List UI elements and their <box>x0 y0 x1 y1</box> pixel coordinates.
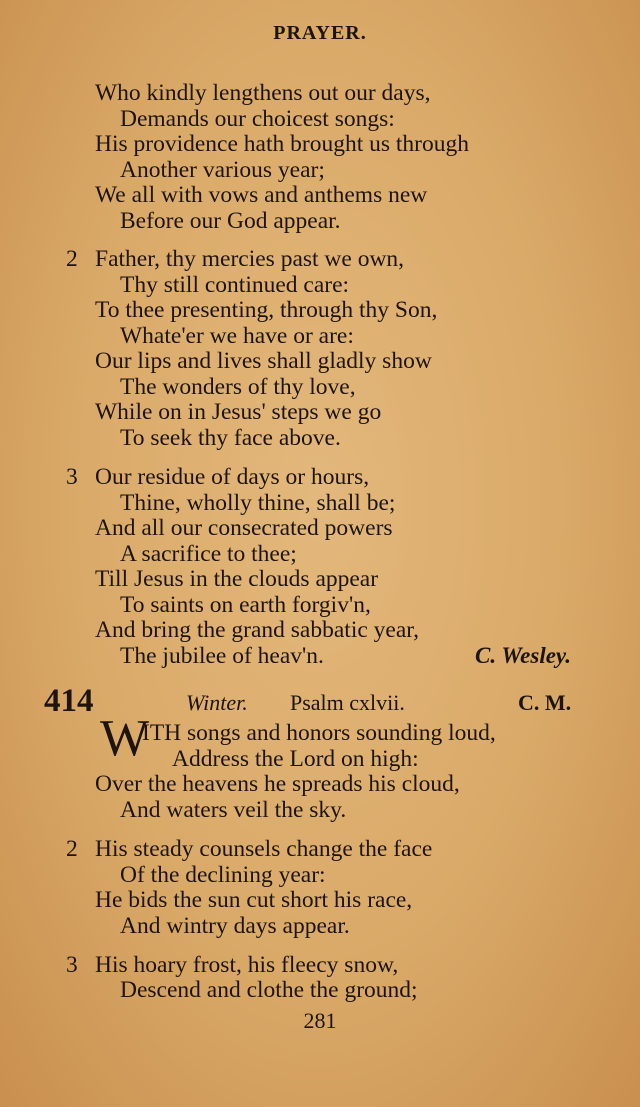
verse-line: Thy still continued care: <box>120 272 350 298</box>
verse-line: Address the Lord on high: <box>172 746 419 772</box>
verse-line: Our lips and lives shall gladly show <box>95 348 432 374</box>
stanza-number: 2 <box>66 246 78 272</box>
verse-line: His providence hath brought us through <box>95 131 469 157</box>
verse-line: And wintry days appear. <box>120 913 350 939</box>
verse-line: Who kindly lengthens out our days, <box>95 80 431 106</box>
verse-line: ITH songs and honors sounding loud, <box>142 720 496 746</box>
verse-line: Before our God appear. <box>120 208 341 234</box>
drop-cap: W <box>100 710 150 767</box>
verse-line: While on in Jesus' steps we go <box>95 399 382 425</box>
verse-line: His hoary frost, his fleecy snow, <box>95 952 399 978</box>
verse-line: To saints on earth forgiv'n, <box>120 592 371 618</box>
verse-line: Over the heavens he spreads his cloud, <box>95 771 460 797</box>
hymn-meter: C. M. <box>518 690 572 715</box>
verse-line: Whate'er we have or are: <box>120 323 354 349</box>
verse-line: Demands our choicest songs: <box>120 106 395 132</box>
verse-line: Our residue of days or hours, <box>95 464 370 490</box>
verse-line: To thee presenting, through thy Son, <box>95 297 438 323</box>
verse-line: Till Jesus in the clouds appear <box>95 566 379 592</box>
hymn-psalm-reference: Psalm cxlvii. <box>290 690 405 715</box>
page-header: PRAYER. <box>273 22 367 44</box>
verse-line: The jubilee of heav'n. <box>120 643 324 669</box>
verse-line: We all with vows and anthems new <box>95 182 428 208</box>
verse-line: And bring the grand sabbatic year, <box>95 617 420 643</box>
stanza-number: 3 <box>66 952 78 978</box>
verse-line: He bids the sun cut short his race, <box>95 887 413 913</box>
author-attribution: C. Wesley. <box>475 643 572 668</box>
hymn-title: Winter. <box>186 690 248 715</box>
page-number: 281 <box>303 1008 337 1033</box>
verse-line: A sacrifice to thee; <box>120 541 297 567</box>
verse-line: Thine, wholly thine, shall be; <box>120 490 396 516</box>
verse-line: To seek thy face above. <box>120 425 341 451</box>
stanza-number: 3 <box>66 464 78 490</box>
verse-line: And all our consecrated powers <box>95 515 393 541</box>
verse-line: Of the declining year: <box>120 862 326 888</box>
verse-line: The wonders of thy love, <box>120 374 356 400</box>
stanza-number: 2 <box>66 836 78 862</box>
verse-line: Another various year; <box>120 157 325 183</box>
verse-line: And waters veil the sky. <box>120 797 347 823</box>
verse-line: Father, thy mercies past we own, <box>95 246 405 272</box>
hymn-number: 414 <box>44 683 94 719</box>
verse-line: His steady counsels change the face <box>95 836 433 862</box>
verse-line: Descend and clothe the ground; <box>120 977 418 1003</box>
